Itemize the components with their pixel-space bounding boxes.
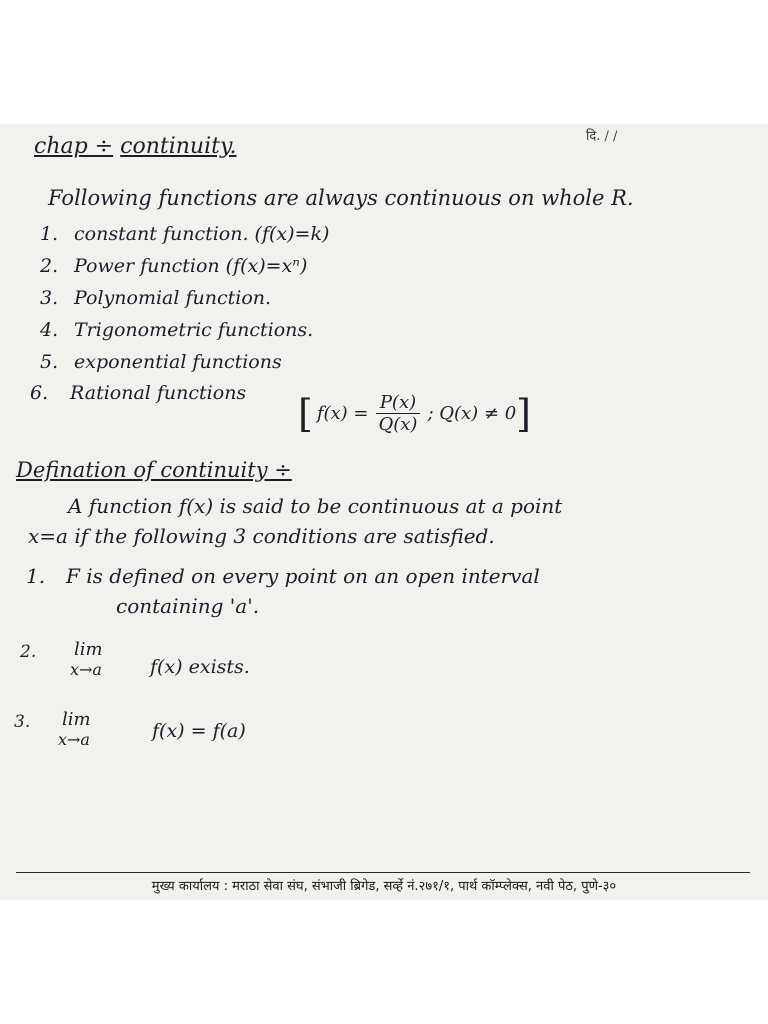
footer-divider	[16, 872, 750, 873]
list-item: 5. exponential functions	[40, 351, 282, 373]
continuous-functions-list	[40, 218, 329, 378]
definition-line-1: A function f(x) is said to be continuous at a point	[68, 494, 563, 518]
list-item: 2. Power function (f(x)=xⁿ)	[40, 255, 308, 277]
intro-text: Following functions are always continuous on whole R.	[48, 186, 634, 210]
definition-line-2: x=a if the following 3 conditions are satisfied.	[28, 524, 495, 548]
list-item: 1. constant function. (f(x)=k)	[40, 223, 330, 245]
definition-title: Defination of continuity ÷	[16, 458, 292, 482]
condition-3-limit: lim x→a	[58, 709, 91, 749]
date-mark: दि. / /	[586, 129, 618, 144]
formula-lhs: f(x) =	[316, 403, 369, 424]
fraction	[375, 392, 422, 435]
chapter-name: continuity.	[120, 134, 237, 159]
notebook-page	[0, 124, 768, 900]
chapter-prefix: chap ÷	[34, 134, 114, 159]
condition-3-text: f(x) = f(a)	[152, 720, 246, 742]
rational-function-formula	[298, 392, 531, 435]
list-item-rational: 6. Rational functions	[30, 382, 247, 404]
condition-1: 1. F is defined on every point on an open interval	[26, 564, 540, 588]
list-item: 4. Trigonometric functions.	[40, 319, 314, 341]
formula-condition: ; Q(x) ≠ 0	[427, 403, 517, 424]
condition-2-limit: lim x→a	[70, 639, 103, 679]
condition-2-number: 2.	[20, 642, 37, 662]
open-bracket: [	[298, 391, 313, 436]
page-footer: मुख्य कार्यालय : मराठा सेवा संघ, संभाजी ब्रिगेड, सर्व्हे नं.२७१/१, पार्थ कॉम्प्लेक्स, नवी पेठ, पुणे-३०	[151, 879, 617, 894]
chapter-title	[34, 134, 236, 159]
list-item: 3. Polynomial function.	[40, 287, 272, 309]
condition-3-number: 3.	[14, 712, 31, 732]
denominator: Q(x)	[378, 414, 418, 435]
numerator: P(x)	[376, 392, 420, 414]
close-bracket: ]	[516, 391, 531, 436]
condition-1-continued: containing 'a'.	[116, 594, 260, 618]
condition-2-text: f(x) exists.	[150, 656, 250, 678]
